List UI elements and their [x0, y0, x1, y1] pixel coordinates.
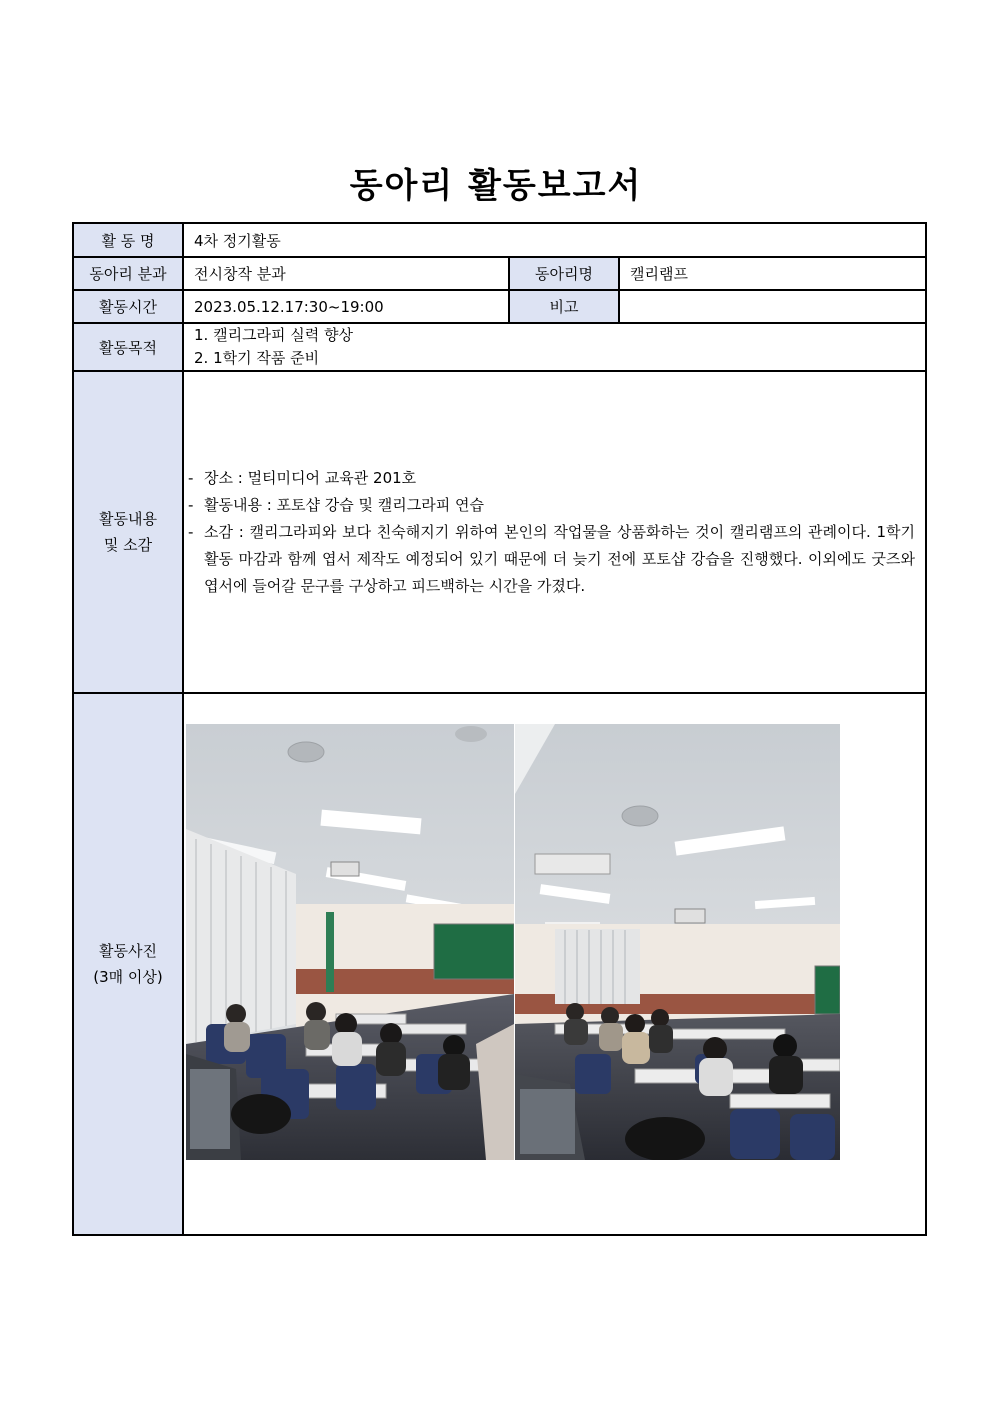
content-item: - 소감 : 캘리그라피와 보다 친숙해지기 위하여 본인의 작업물을 상품화하는 것이 캘리램프의 관례이다. 1학기 활동 마감과 함께 엽서 제작도 예정되어 있기 때문에 더 늦기 전에 포토샵 강습을 진행했다. 이외에도 굿즈와 엽서에 들어갈 문구를 구상하고 피드백하는 시간을 가졌다.	[188, 519, 915, 600]
row-activity-time	[73, 290, 926, 323]
activity-time-label: 활동시간	[73, 290, 183, 323]
content-item-text: 활동내용 : 포토샵 강습 및 캘리그라피 연습	[204, 495, 484, 514]
row-club-division	[73, 257, 926, 290]
activity-photo-2	[515, 724, 840, 1160]
page-title: 동아리 활동보고서	[349, 166, 643, 206]
activity-name-value: 4차 정기활동	[183, 223, 926, 257]
photos-label	[73, 693, 183, 1235]
row-photos	[73, 693, 926, 1235]
photos-label-line1: 활동사진	[99, 942, 157, 960]
row-purpose	[73, 323, 926, 371]
activity-photo-1	[186, 724, 514, 1160]
club-division-value: 전시창작 분과	[183, 257, 509, 290]
photos-label-line2: (3매 이상)	[93, 968, 163, 986]
content-item: - 장소 : 멀티미디어 교육관 201호	[188, 465, 915, 492]
purpose-item: 2. 1학기 작품 준비	[194, 349, 320, 367]
content-item-text: 장소 : 멀티미디어 교육관 201호	[204, 468, 417, 487]
club-name-label: 동아리명	[509, 257, 619, 290]
content-value	[183, 371, 926, 693]
row-content	[73, 371, 926, 693]
content-label-line2: 및 소감	[103, 536, 153, 554]
content-label-line1: 활동내용	[99, 510, 157, 528]
activity-time-value: 2023.05.12.17:30~19:00	[183, 290, 509, 323]
note-label: 비고	[509, 290, 619, 323]
purpose-value	[183, 323, 926, 371]
club-name-value: 캘리램프	[619, 257, 926, 290]
photos-cell	[183, 693, 926, 1235]
content-item: - 활동내용 : 포토샵 강습 및 캘리그라피 연습	[188, 492, 915, 519]
activity-name-label: 활 동 명	[73, 223, 183, 257]
note-value	[619, 290, 926, 323]
report-table	[72, 222, 927, 1236]
row-activity-name	[73, 223, 926, 257]
content-item-text: 소감 : 캘리그라피와 보다 친숙해지기 위하여 본인의 작업물을 상품화하는 것이 캘리램프의 관례이다. 1학기 활동 마감과 함께 엽서 제작도 예정되어 있기 때문에 더 늦기 전에 포토샵 강습을 진행했다. 이외에도 굿즈와 엽서에 들어갈 문구를 구상하고 피드백하는 시간을 가졌다.	[204, 522, 915, 595]
purpose-label: 활동목적	[73, 323, 183, 371]
purpose-item: 1. 캘리그라피 실력 향상	[194, 326, 354, 344]
club-division-label: 동아리 분과	[73, 257, 183, 290]
content-label	[73, 371, 183, 693]
